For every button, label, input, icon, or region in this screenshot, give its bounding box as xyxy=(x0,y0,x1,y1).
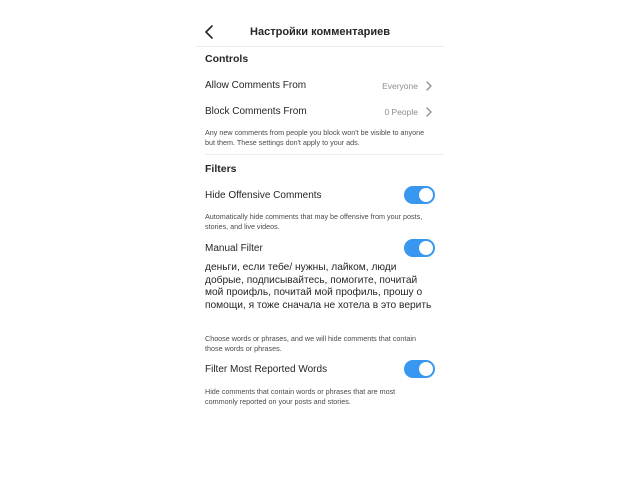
page-title: Настройки комментариев xyxy=(250,26,390,38)
hide-offensive-comments-label: Hide Offensive Comments xyxy=(205,190,322,201)
block-comments-from-row[interactable] xyxy=(196,101,444,123)
allow-comments-from-value: Everyone xyxy=(382,81,418,91)
allow-comments-from-label: Allow Comments From xyxy=(205,80,307,91)
nav-header xyxy=(196,18,444,47)
manual-filter-label: Manual Filter xyxy=(205,243,263,254)
filters-section-title: Filters xyxy=(205,163,237,175)
allow-comments-from-row[interactable] xyxy=(196,75,444,97)
block-comments-from-value: 0 People xyxy=(384,107,418,117)
block-comments-from-label: Block Comments From xyxy=(205,106,307,117)
block-comments-note: Any new comments from people you block won't be visible to anyone but them. These settings don't apply to your ads. xyxy=(205,128,425,147)
filter-most-reported-words-note: Hide comments that contain words or phrases that are most commonly reported on your posts and stories. xyxy=(205,387,396,406)
controls-section-title: Controls xyxy=(205,53,249,65)
manual-filter-keywords-input[interactable]: деньги, если тебе/ нужны, лайком, люди добрые, подписывайтесь, помогите, почитай мой проифль, почитай мой профиль, прошу о помощи, я тоже сначала не хотела в это верить xyxy=(205,262,432,311)
hide-offensive-comments-toggle[interactable] xyxy=(404,186,435,204)
comment-settings-panel xyxy=(196,18,444,418)
filter-most-reported-words-label: Filter Most Reported Words xyxy=(205,364,328,375)
toggle-knob xyxy=(419,188,433,202)
manual-filter-toggle[interactable] xyxy=(404,239,435,257)
section-divider xyxy=(205,154,444,155)
chevron-right-icon xyxy=(425,107,433,117)
toggle-knob xyxy=(419,241,433,255)
hide-offensive-comments-note: Automatically hide comments that may be offensive from your posts, stories, and live videos. xyxy=(205,212,423,231)
manual-filter-note: Choose words or phrases, and we will hide comments that contain those words or phrases. xyxy=(205,334,416,353)
chevron-right-icon xyxy=(425,81,433,91)
filter-most-reported-words-toggle[interactable] xyxy=(404,360,435,378)
toggle-knob xyxy=(419,362,433,376)
